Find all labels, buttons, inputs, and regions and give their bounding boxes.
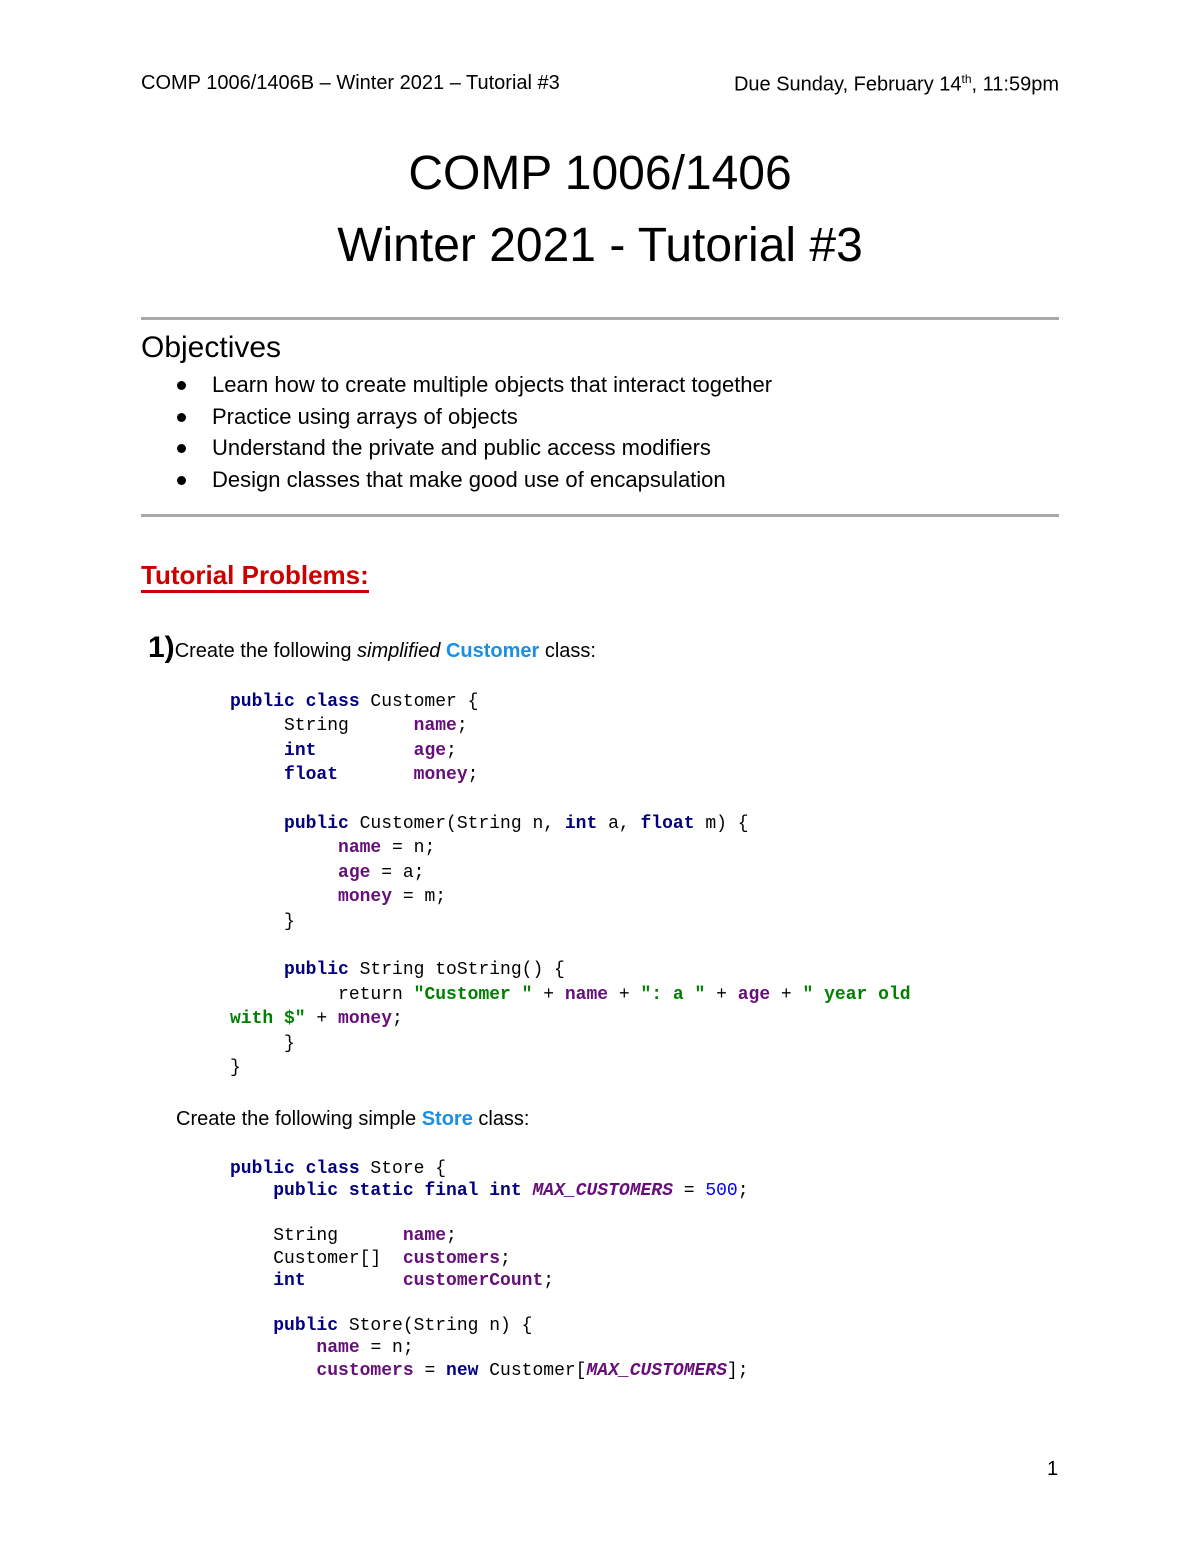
code-token: return bbox=[230, 984, 414, 1005]
class-name-store: Store bbox=[421, 1108, 473, 1130]
code-token: ; bbox=[500, 1248, 511, 1269]
code-token: = n; bbox=[381, 838, 436, 859]
running-header-due-date bbox=[734, 72, 1059, 97]
code-token bbox=[338, 765, 414, 785]
code-token: ]; bbox=[726, 1360, 749, 1381]
objective-item bbox=[141, 372, 772, 404]
code-line bbox=[230, 1034, 295, 1054]
objectives-heading: Objectives bbox=[141, 331, 282, 364]
code-token: public bbox=[284, 814, 349, 835]
objectives-list bbox=[141, 372, 772, 498]
code-token: money bbox=[338, 887, 393, 908]
code-token: + bbox=[532, 984, 565, 1005]
code-token: name bbox=[316, 1338, 360, 1359]
code-line bbox=[230, 814, 749, 834]
objective-text: Design classes that make good use of encapsulation bbox=[212, 466, 726, 492]
code-token: name bbox=[413, 716, 457, 737]
page-number: 1 bbox=[1047, 1458, 1059, 1480]
problem-text-start: Create the following bbox=[174, 640, 358, 662]
code-token: ; bbox=[467, 765, 479, 786]
problem-text-end: class: bbox=[472, 1108, 530, 1130]
document-title-tutorial: Winter 2021 - Tutorial #3 bbox=[337, 219, 863, 272]
code-token: ": a " bbox=[640, 984, 706, 1005]
code-token: age bbox=[737, 984, 771, 1005]
code-token bbox=[230, 887, 338, 907]
tutorial-problems-heading: Tutorial Problems: bbox=[141, 560, 369, 593]
bullet-icon bbox=[177, 444, 186, 453]
bullet-icon bbox=[177, 413, 186, 422]
code-token: public class bbox=[230, 692, 360, 712]
running-header-course: COMP 1006/1406B – Winter 2021 – Tutorial #3 bbox=[141, 72, 560, 94]
code-token bbox=[230, 765, 284, 785]
code-line bbox=[230, 716, 468, 736]
code-token: name bbox=[402, 1226, 447, 1247]
code-token: public class bbox=[230, 1159, 360, 1179]
code-token: } bbox=[230, 911, 295, 932]
code-token bbox=[230, 1361, 316, 1381]
code-token: + bbox=[608, 984, 641, 1005]
due-date-text: Due Sunday, February 14 bbox=[733, 73, 962, 96]
code-token: float bbox=[284, 765, 339, 786]
code-token: Customer(String n, bbox=[348, 814, 565, 835]
code-token: ; bbox=[456, 716, 468, 737]
code-token: with $" bbox=[230, 1009, 306, 1030]
code-token: + bbox=[705, 984, 738, 1005]
code-line bbox=[230, 838, 435, 858]
code-line bbox=[230, 887, 446, 907]
code-token: ; bbox=[446, 740, 457, 761]
code-token: age bbox=[338, 862, 371, 883]
problem-number: 1) bbox=[148, 631, 175, 664]
problem-text-end: class: bbox=[539, 640, 596, 662]
objective-item bbox=[141, 404, 772, 436]
code-token bbox=[306, 1271, 403, 1291]
store-class-code-block bbox=[230, 1158, 749, 1382]
code-line bbox=[230, 1338, 414, 1358]
horizontal-divider-top bbox=[141, 317, 1059, 320]
code-token bbox=[230, 960, 284, 980]
code-token: money bbox=[338, 1009, 393, 1030]
code-token: "Customer " bbox=[413, 984, 533, 1005]
bullet-icon bbox=[177, 476, 186, 485]
code-token: " year old bbox=[802, 984, 911, 1005]
code-token: = a; bbox=[370, 862, 425, 883]
code-line bbox=[230, 912, 295, 932]
code-token: ; bbox=[392, 1009, 403, 1030]
code-token bbox=[316, 741, 413, 761]
code-token: String bbox=[230, 716, 414, 737]
bullet-icon bbox=[177, 381, 186, 390]
code-token: Customer { bbox=[359, 692, 479, 712]
code-token: int bbox=[284, 740, 317, 761]
code-line bbox=[230, 692, 478, 712]
problem-1-statement bbox=[148, 630, 596, 669]
code-token: name bbox=[338, 838, 382, 859]
due-date-ordinal: th bbox=[961, 72, 972, 86]
code-token: customers bbox=[402, 1248, 501, 1269]
code-line bbox=[230, 765, 478, 785]
objective-text: Practice using arrays of objects bbox=[212, 403, 518, 429]
code-token bbox=[522, 1181, 533, 1201]
code-token: String toString() { bbox=[348, 960, 565, 981]
code-token: = n; bbox=[359, 1338, 414, 1359]
problem-emphasis: simplified bbox=[357, 640, 441, 662]
code-token: Store(String n) { bbox=[338, 1315, 533, 1336]
code-token: int bbox=[273, 1271, 306, 1292]
code-token: customers bbox=[316, 1360, 414, 1381]
code-token bbox=[230, 838, 338, 858]
problem-store-statement bbox=[176, 1108, 530, 1131]
code-token: MAX_CUSTOMERS bbox=[586, 1360, 727, 1381]
code-token: name bbox=[564, 984, 609, 1005]
code-token bbox=[230, 1181, 273, 1201]
code-token: String bbox=[230, 1226, 403, 1247]
code-token: new bbox=[446, 1360, 479, 1381]
horizontal-divider-bottom bbox=[141, 514, 1059, 517]
code-token: ; bbox=[543, 1271, 555, 1292]
code-token bbox=[230, 1338, 316, 1358]
code-token: public bbox=[284, 960, 349, 981]
code-token bbox=[230, 1271, 273, 1291]
code-line bbox=[230, 863, 424, 883]
code-token: money bbox=[413, 765, 468, 786]
code-token: float bbox=[640, 814, 695, 835]
document-title-course: COMP 1006/1406 bbox=[408, 147, 792, 200]
code-token: public static final int bbox=[273, 1181, 522, 1202]
code-line bbox=[230, 1159, 446, 1179]
objective-item bbox=[141, 467, 772, 499]
code-token bbox=[230, 1316, 273, 1336]
objective-text: Understand the private and public access modifiers bbox=[212, 435, 711, 460]
due-date-time: , 11:59pm bbox=[971, 73, 1059, 96]
code-line bbox=[230, 1271, 554, 1291]
objective-text: Learn how to create multiple objects that interact together bbox=[212, 372, 773, 397]
code-line bbox=[230, 1361, 749, 1381]
code-token: Customer[ bbox=[478, 1360, 587, 1381]
code-line bbox=[230, 960, 565, 980]
code-token: Customer[] bbox=[230, 1248, 403, 1269]
code-token: Store { bbox=[359, 1159, 447, 1179]
code-token: ; bbox=[737, 1181, 749, 1202]
code-line bbox=[230, 1009, 403, 1029]
code-line bbox=[230, 1249, 511, 1269]
code-line bbox=[230, 741, 457, 761]
code-token: customerCount bbox=[402, 1271, 544, 1292]
customer-class-code-block bbox=[230, 690, 911, 1081]
code-token: = bbox=[413, 1360, 447, 1381]
code-line bbox=[230, 1181, 749, 1201]
code-token: age bbox=[413, 740, 447, 761]
code-token bbox=[230, 863, 338, 883]
code-token: a, bbox=[597, 814, 641, 835]
code-token: + bbox=[305, 1009, 339, 1030]
code-token: = bbox=[672, 1181, 706, 1202]
class-name-customer: Customer bbox=[445, 640, 540, 662]
code-line bbox=[230, 985, 911, 1005]
code-line bbox=[230, 1226, 457, 1246]
code-line bbox=[230, 1316, 532, 1336]
code-token: 500 bbox=[705, 1181, 738, 1202]
code-token: ; bbox=[446, 1226, 457, 1247]
code-token bbox=[230, 814, 284, 834]
code-token: } bbox=[230, 1058, 241, 1079]
problem-text-start: Create the following simple bbox=[176, 1108, 422, 1130]
code-token: MAX_CUSTOMERS bbox=[532, 1181, 673, 1202]
objective-item bbox=[141, 435, 772, 467]
code-token: m) { bbox=[694, 814, 749, 835]
code-token: = m; bbox=[392, 887, 447, 908]
code-token bbox=[230, 741, 284, 761]
code-token: } bbox=[230, 1033, 295, 1054]
code-token: public bbox=[273, 1315, 339, 1336]
code-token: int bbox=[564, 814, 598, 835]
code-line bbox=[230, 1058, 241, 1078]
code-token: + bbox=[770, 984, 803, 1005]
